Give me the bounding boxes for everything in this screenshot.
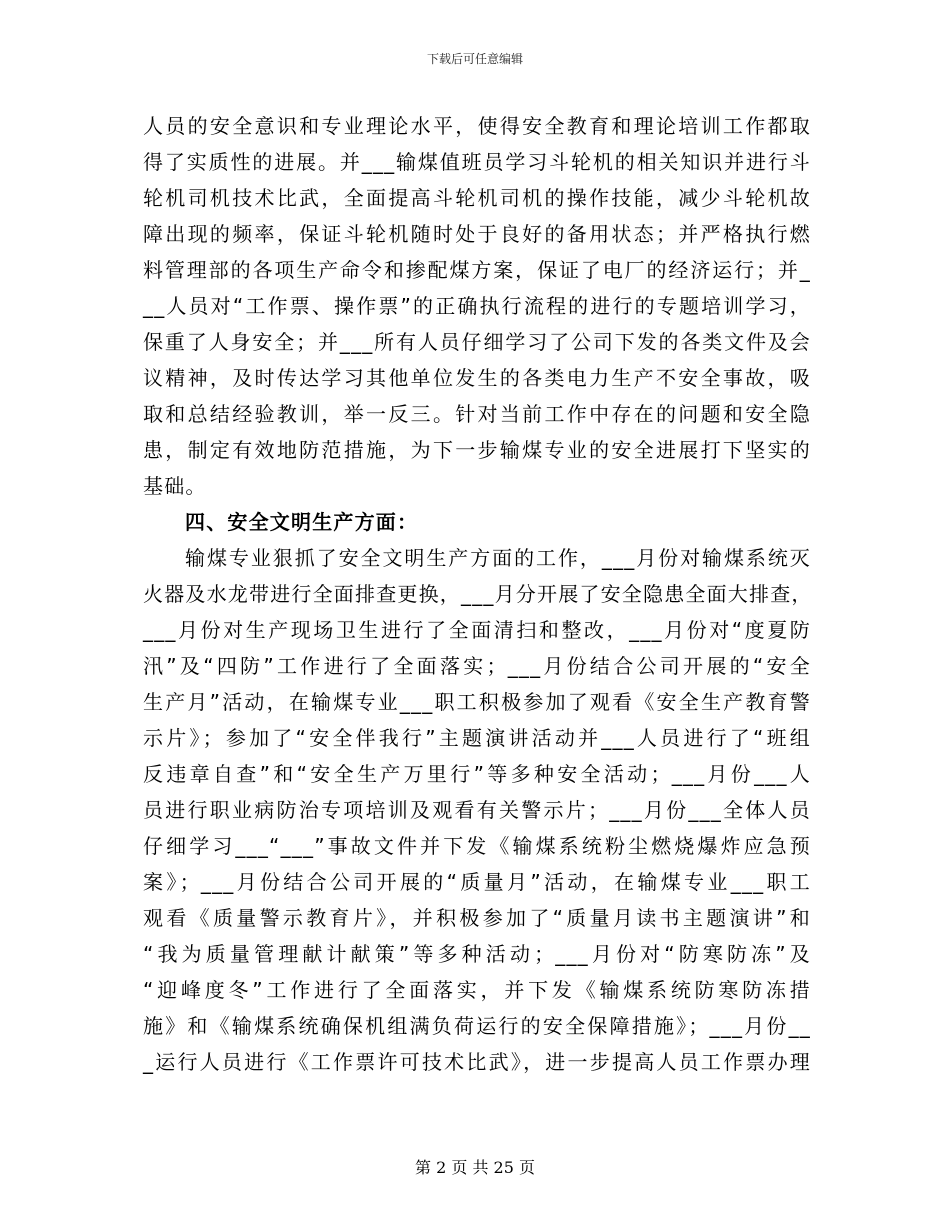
text-line: ___月份对生产现场卫生进行了全面清扫和整改，___月份对“度夏防	[143, 618, 811, 642]
text-line: 员进行职业病防治专项培训及观看有关警示片；___月份___全体人员	[143, 798, 811, 822]
text-line: 汛”及“四防”工作进行了全面落实；___月份结合公司开展的“安全	[143, 654, 811, 678]
text-line: 议精神，及时传达学习其他单位发生的各类电力生产不安全事故，吸	[143, 366, 811, 390]
text-line: 得了实质性的进展。并___输煤值班员学习斗轮机的相关知识并进行斗	[143, 150, 811, 174]
text-line: 生产月”活动，在输煤专业___职工积极参加了观看《安全生产教育警	[143, 690, 811, 714]
text-line: 基础。	[143, 474, 207, 498]
text-line: “我为质量管理献计献策”等多种活动；___月份对“防寒防冻”及	[143, 942, 811, 966]
text-line: 取和总结经验教训，举一反三。针对当前工作中存在的问题和安全隐	[143, 402, 811, 426]
text-line: 人员的安全意识和专业理论水平，使得安全教育和理论培训工作都取	[143, 114, 811, 138]
text-line: 保重了人身安全；并___所有人员仔细学习了公司下发的各类文件及会	[143, 330, 811, 354]
page-footer: 第 2 页 共 25 页	[415, 1158, 535, 1177]
section-heading: 四、安全文明生产方面：	[185, 510, 419, 534]
text-line: __人员对“工作票、操作票”的正确执行流程的进行的专题培训学习，	[143, 294, 811, 318]
text-line: “迎峰度冬”工作进行了全面落实，并下发《输煤系统防寒防冻措	[143, 978, 811, 1002]
page-header: 下载后可任意编辑	[426, 52, 523, 66]
text-line: 施》和《输煤系统确保机组满负荷运行的安全保障措施》；___月份__	[143, 1014, 811, 1038]
text-line: _运行人员进行《工作票许可技术比武》，进一步提高人员工作票办理	[143, 1050, 811, 1074]
text-line: 仔细学习___“___”事故文件并下发《输煤系统粉尘燃烧爆炸应急预	[143, 834, 811, 858]
body-text	[143, 108, 811, 1080]
text-line: 轮机司机技术比武，全面提高斗轮机司机的操作技能，减少斗轮机故	[143, 186, 811, 210]
text-line: 观看《质量警示教育片》，并积极参加了“质量月读书主题演讲”和	[143, 906, 811, 930]
text-line: 火器及水龙带进行全面排查更换，___月分开展了安全隐患全面大排查，	[143, 582, 813, 606]
text-line: 输煤专业狠抓了安全文明生产方面的工作，___月份对输煤系统灭	[185, 546, 811, 570]
text-line: 反违章自查”和“安全生产万里行”等多种安全活动；___月份___人	[143, 762, 811, 786]
text-line: 料管理部的各项生产命令和掺配煤方案，保证了电厂的经济运行；并_	[143, 258, 811, 282]
text-line: 障出现的频率，保证斗轮机随时处于良好的备用状态；并严格执行燃	[143, 222, 811, 246]
text-line: 示片》；参加了“安全伴我行”主题演讲活动并___人员进行了“班组	[143, 726, 811, 750]
text-line: 案》；___月份结合公司开展的“质量月”活动，在输煤专业___职工	[143, 870, 811, 894]
text-line: 患，制定有效地防范措施，为下一步输煤专业的安全进展打下坚实的	[143, 438, 811, 462]
